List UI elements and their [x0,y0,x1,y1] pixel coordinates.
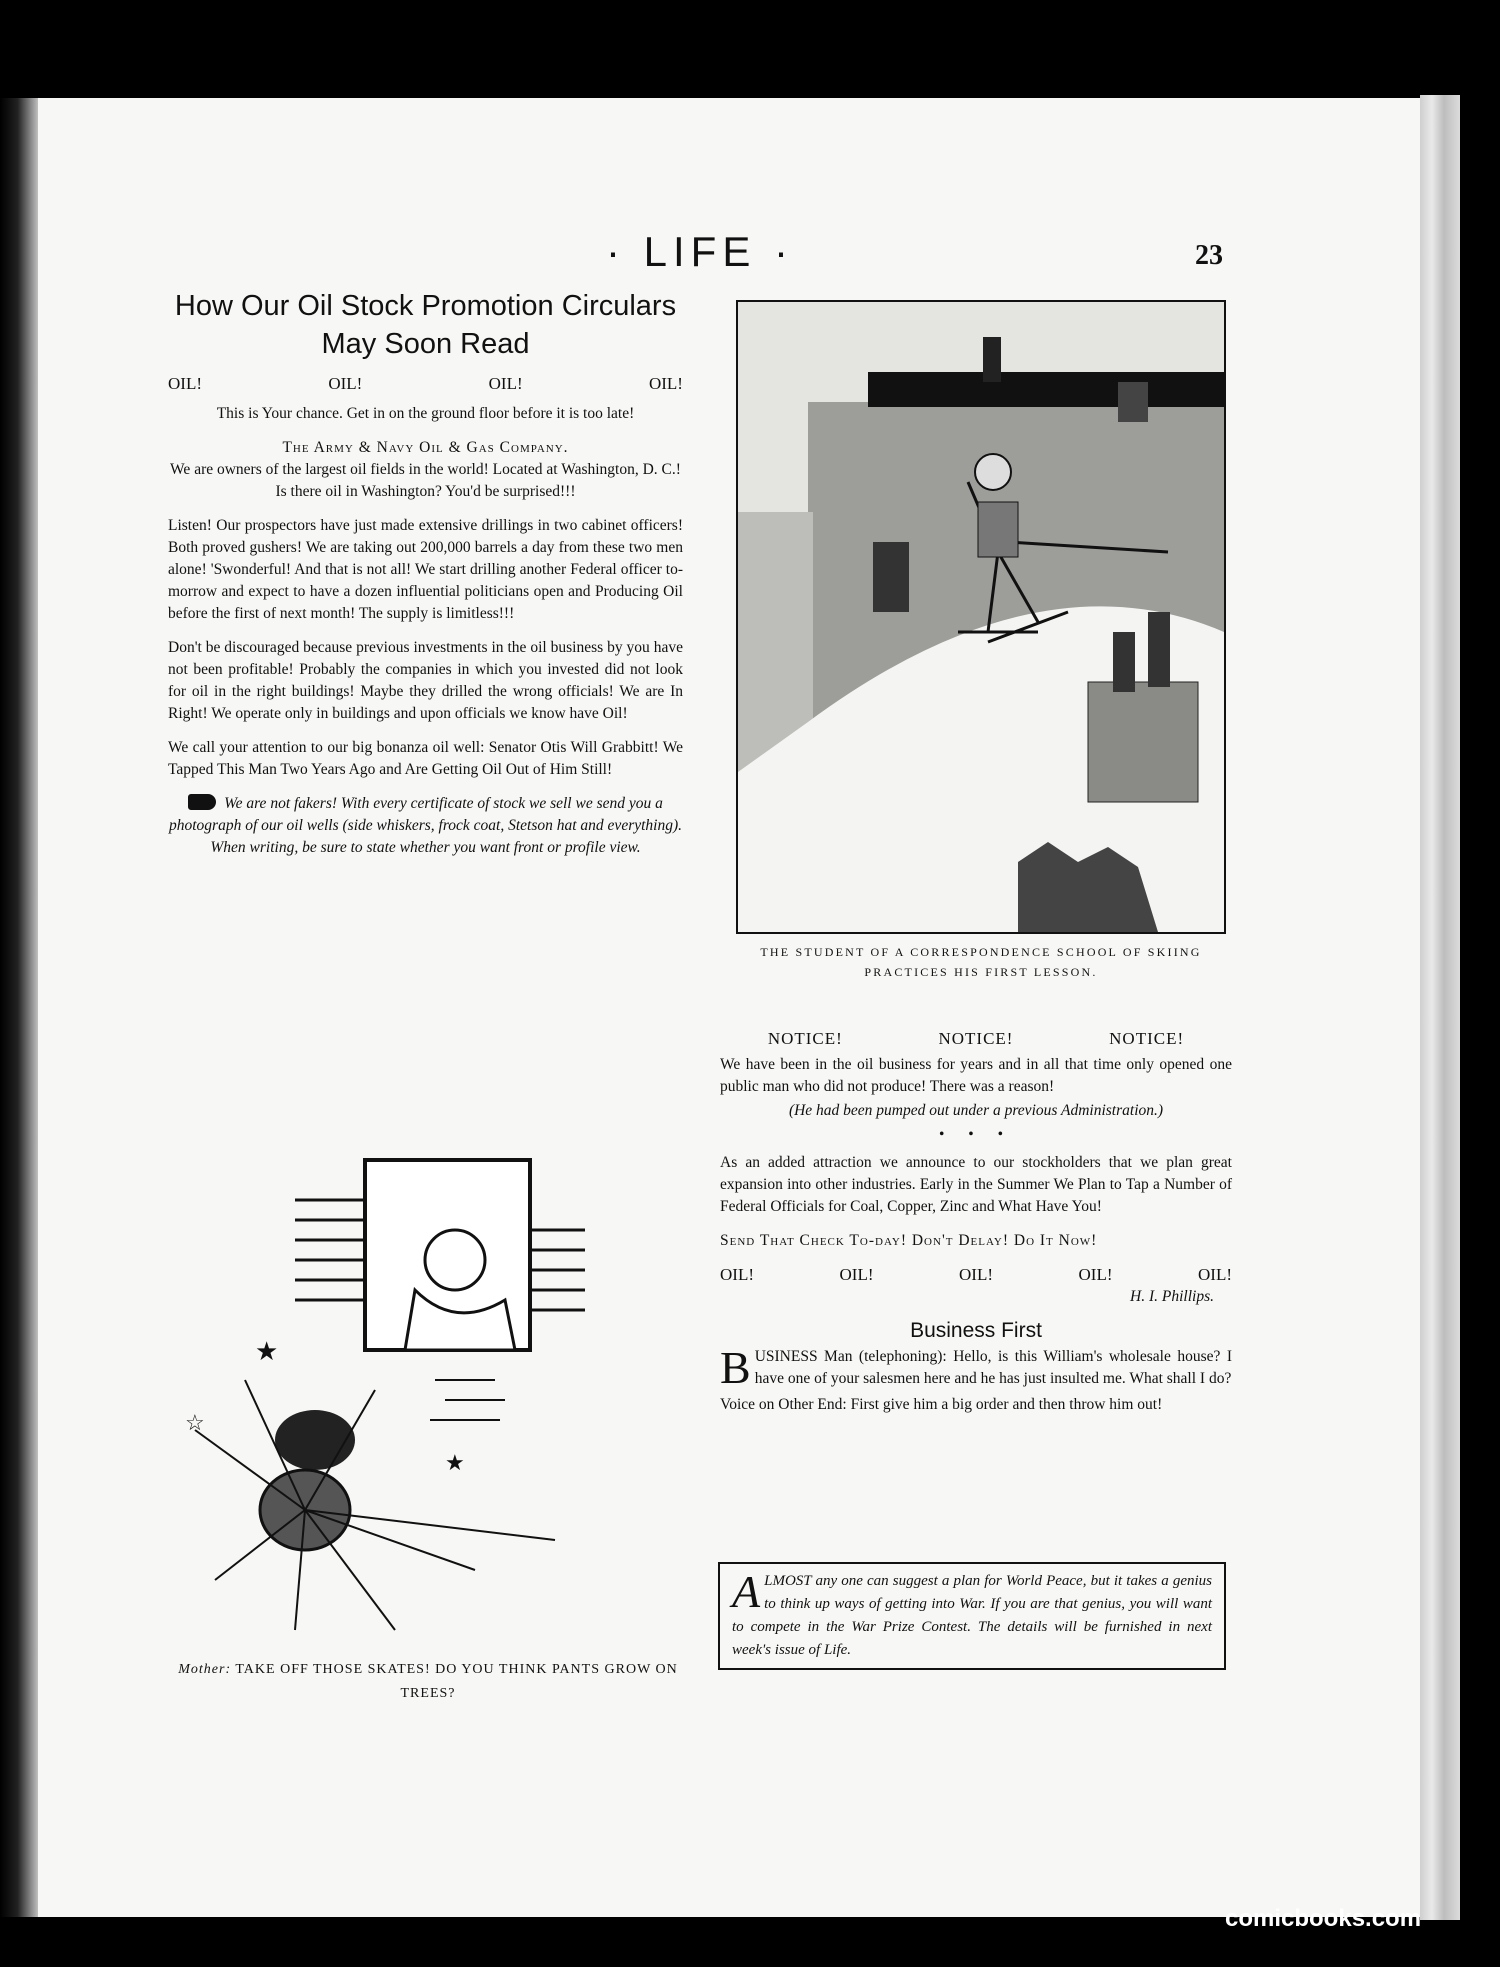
oil-row [168,373,683,395]
send-check-line: Send That Check To-day! Don't Delay! Do It Now! [720,1232,1098,1249]
site-watermark: comicbooks.com [1225,1905,1422,1932]
left-column [168,287,683,871]
oil-word: OIL! [328,374,363,393]
skiing-cartoon [736,300,1226,934]
notice-row [720,1028,1232,1050]
notice-word: NOTICE! [938,1029,1014,1048]
skates-cartoon-illustration [175,1130,675,1650]
skates-cartoon-caption [178,1658,678,1706]
skiing-cartoon-caption: THE STUDENT OF A CORRESPONDENCE SCHOOL OF SKIING PRACTICES HIS FIRST LESSON. [760,945,1202,979]
business-dialogue-1 [720,1342,1232,1393]
caption-speaker: Mother: [178,1662,232,1677]
notice-word: NOTICE! [767,1029,843,1048]
oil-word: OIL! [1078,1265,1113,1284]
pointing-hand-icon [188,794,216,810]
box-dropcap-letter: A [732,1566,761,1617]
oil-word: OIL! [720,1265,754,1284]
oil-word: OIL! [168,374,202,393]
oil-word: OIL! [1198,1265,1232,1284]
author-signature: H. I. Phillips. [1130,1288,1214,1305]
page-stack-edge [1420,95,1460,1920]
notice-word: NOTICE! [1109,1029,1185,1048]
war-prize-text: LMOST any one can suggest a plan for World Peace, but it takes a genius to think up ways of getting into War. If you are that genius, you will want to compete in the War Prize Contest. The details will be furnished in next week's issue of Life. [732,1573,1212,1658]
business-dialogue-2: Voice on Other End: First give him a big order and then throw him out! [720,1396,1163,1413]
svg-text:☆: ☆ [185,1410,205,1435]
paragraph-listen: Listen! Our prospectors have just made extensive drillings in two cabinet officers! Both proved gushers! We are taking out 200,000 barrels a day from these two men alone! 'Swonderful! And that is not all! We start drilling another Federal officer to-morrow and expect to have a dozen influential politicians open and Producing Oil before the first of next month! The supply is limitless!!! [168,517,683,622]
finger-note [168,793,683,859]
finger-note-text: We are not fakers! With every certificate of stock we sell we send you a photograph of our oil wells (side whiskers, frock coat, Stetson hat and everything). When writing, be sure to state whether you want front or profile view. [168,795,683,856]
paragraph-discouraged: Don't be discouraged because previous investments in the oil business by you have not been profitable! Probably the companies in which you invested did not look for oil in the right buildings! Maybe they drilled the wrong officials! We are In Right! We operate only in buildings and upon officials we know have Oil! [168,639,683,722]
skates-cartoon [175,1130,675,1650]
intro-paragraph: This is Your chance. Get in on the ground floor before it is too late! [216,405,635,422]
right-column [720,1028,1232,1428]
svg-text:★: ★ [445,1450,465,1475]
notice-paragraph: We have been in the oil business for years and in all that time only opened one public man who did not produce! There was a reason! [720,1056,1232,1095]
attraction-paragraph: As an added attraction we announce to our stockholders that we plan great expansion into other industries. Early in the Summer We Plan to Tap a Number of Federal Officials for Coal, Copper, Zinc and What Have You! [720,1154,1232,1215]
oil-row-2 [720,1264,1232,1286]
notice-aside: (He had been pumped out under a previous Administration.) [788,1102,1164,1119]
magazine-title: · LIFE · [605,228,794,275]
article-headline: How Our Oil Stock Promotion Circulars May Soon Read [174,290,677,360]
caption-text: TAKE OFF THOSE SKATES! DO YOU THINK PANTS GROW ON TREES? [235,1662,678,1701]
business-first-title: Business First [910,1319,1042,1342]
svg-text:★: ★ [255,1337,279,1366]
page-number: 23 [1195,240,1223,271]
oil-word: OIL! [959,1265,993,1284]
separator-dots: • • • [938,1126,1014,1143]
skiing-cartoon-illustration [738,302,1224,932]
company-description: We are owners of the largest oil fields in the world! Located at Washington, D. C.! Is there oil in Washington? You'd be surprised!!! [170,461,681,500]
oil-word: OIL! [648,374,683,393]
paragraph-bonanza: We call your attention to our big bonanza oil well: Senator Otis Will Grabbitt! We Tapped This Man Two Years Ago and Are Getting Oil Out of Him Still! [168,739,683,778]
dropcap-letter: B [720,1342,751,1393]
business-line-1-text: USINESS Man (telephoning): Hello, is this William's wholesale house? I have one of your salesmen here and he has just insulted me. What shall I do? [754,1348,1232,1387]
war-prize-box [718,1562,1226,1670]
oil-word: OIL! [488,374,523,393]
oil-word: OIL! [839,1265,874,1284]
company-name: The Army & Navy Oil & Gas Company. [282,439,569,456]
